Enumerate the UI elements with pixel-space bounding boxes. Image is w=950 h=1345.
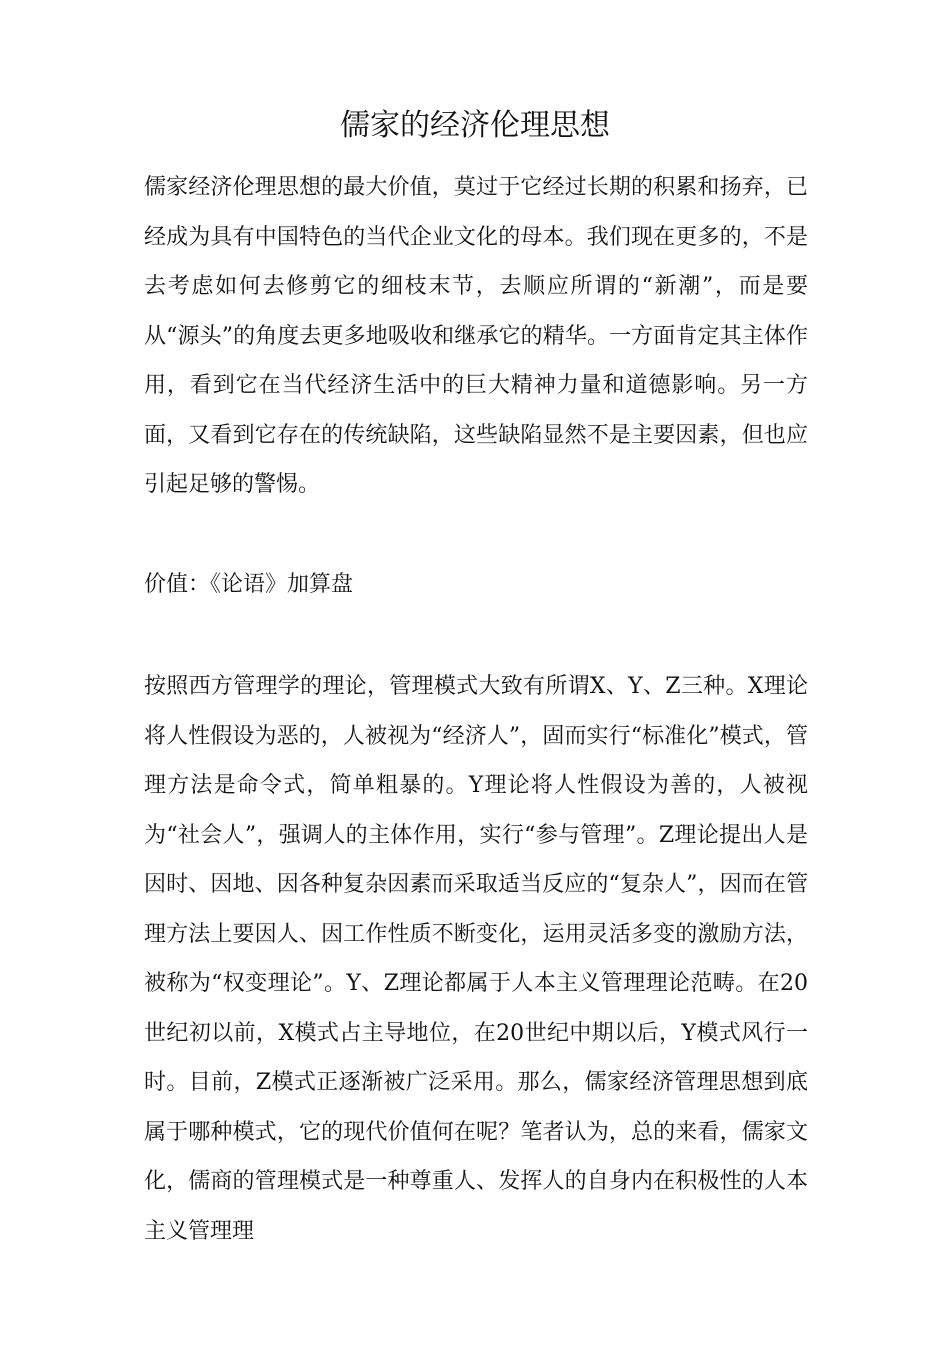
document-title: 儒家的经济伦理思想: [340, 108, 610, 143]
body-paragraph: 按照西方管理学的理论，管理模式大致有所谓X、Y、Z三种。X理论将人性假设为恶的，人被视为“经济人”，固而实行“标准化”模式，管理方法是命令式，简单粗暴的。Y理论将人性假设为善的，人被视为“社会人”，强调人的主体作用，实行“参与管理”。Z理论提出人是因时、因地、因各种复杂因素而采取适当反应的“复杂人”，因而在管理方法上要因人、因工作性质不断变化，运用灵活多变的激励方法，被称为“权变理论”。Y、Z理论都属于人本主义管理理论范畴。在20世纪初以前，X模式占主导地位，在20世纪中期以后，Y模式风行一时。目前，Z模式正逐渐被广泛采用。那么，儒家经济管理思想到底属于哪种模式，它的现代价值何在呢？笔者认为，总的来看，儒家文化，儒商的管理模式是一种尊重人、发挥人的自身内在积极性的人本主义管理理: [144, 674, 808, 1244]
section-heading: 价值：《论语》加算盘: [144, 572, 354, 597]
intro-paragraph: 儒家经济伦理思想的最大价值，莫过于它经过长期的积累和扬弃，已经成为具有中国特色的当代企业文化的母本。我们现在更多的，不是去考虑如何去修剪它的细枝末节，去顺应所谓的“新潮”，而是要从“源头”的角度去更多地吸收和继承它的精华。一方面肯定其主体作用，看到它在当代经济生活中的巨大精神力量和道德影响。另一方面，又看到它存在的传统缺陷，这些缺陷显然不是主要因素，但也应引起足够的警惕。: [144, 175, 808, 497]
